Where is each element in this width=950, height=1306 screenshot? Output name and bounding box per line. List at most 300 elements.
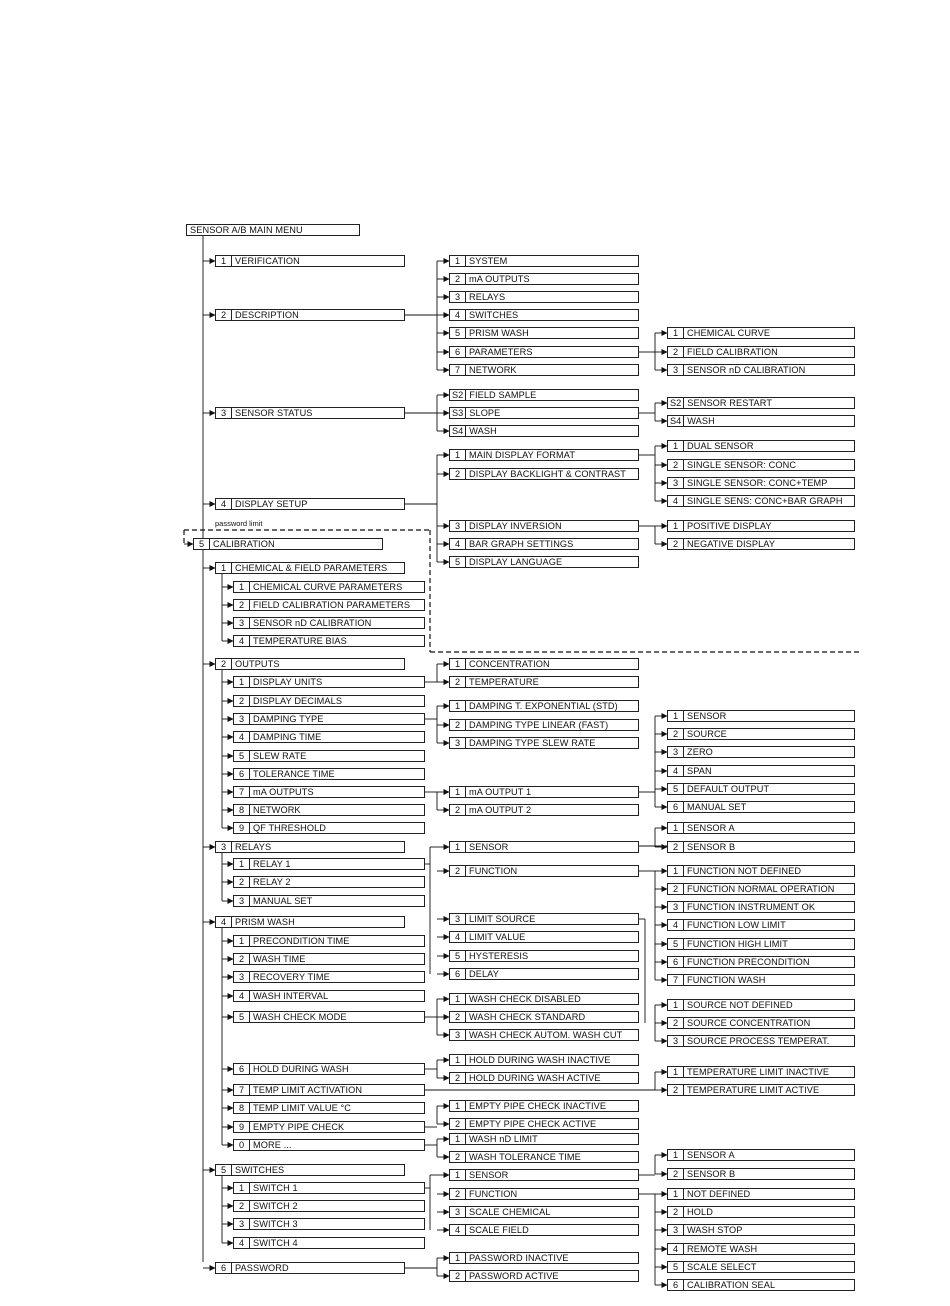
menu-item-label: NETWORK — [469, 365, 517, 375]
menu-item-label: DISPLAY SETUP — [235, 499, 308, 509]
menu-item-display-decimals[interactable] — [233, 695, 425, 707]
menu-item-password[interactable] — [215, 1262, 405, 1274]
menu-item-label: HYSTERESIS — [469, 951, 529, 961]
menu-item-number: 6 — [668, 802, 684, 812]
menu-item-sensor-restart[interactable] — [667, 397, 855, 409]
menu-item-wash-interval[interactable] — [233, 990, 425, 1002]
menu-item-label: WASH CHECK STANDARD — [469, 1012, 586, 1022]
menu-item-number: 8 — [234, 805, 250, 815]
menu-item-more[interactable] — [233, 1139, 425, 1151]
menu-item-display-inversion[interactable] — [449, 520, 639, 532]
menu-item-source-not-defined[interactable] — [667, 999, 855, 1011]
menu-item-number: 7 — [234, 1085, 250, 1095]
menu-item-single-sensor-conc-temp[interactable] — [667, 477, 855, 489]
menu-item-label: RELAY 1 — [253, 859, 291, 869]
menu-item-number: 4 — [668, 920, 684, 930]
menu-item-label: SOURCE — [687, 729, 727, 739]
menu-item-label: ZERO — [687, 747, 713, 757]
menu-item-label: FIELD CALIBRATION PARAMETERS — [253, 600, 411, 610]
menu-item-label: DESCRIPTION — [235, 310, 299, 320]
menu-item-number: 1 — [450, 1134, 466, 1144]
menu-item-network[interactable] — [233, 804, 425, 816]
menu-item-damping-time[interactable] — [233, 731, 425, 743]
menu-item-number: 1 — [668, 441, 684, 451]
menu-item-default-output[interactable] — [667, 783, 855, 795]
menu-item-wash-stop[interactable] — [667, 1224, 855, 1236]
menu-item-number: 2 — [450, 866, 466, 876]
menu-item-function-precondition[interactable] — [667, 956, 855, 968]
menu-item-label: NEGATIVE DISPLAY — [687, 539, 776, 549]
menu-item-number: 2 — [668, 1018, 684, 1028]
menu-item-damping-t-exponential-std[interactable] — [449, 700, 639, 712]
menu-item-number: 2 — [450, 1012, 466, 1022]
menu-item-label: SWITCH 3 — [253, 1219, 298, 1229]
menu-item-function-high-limit[interactable] — [667, 938, 855, 950]
menu-item-number: 5 — [234, 751, 250, 761]
menu-item-number: 1 — [234, 582, 250, 592]
menu-item-label: FUNCTION — [469, 866, 518, 876]
menu-item-label: MAIN DISPLAY FORMAT — [469, 450, 576, 460]
menu-item-hold-during-wash-inactive[interactable] — [449, 1054, 639, 1066]
menu-item-label: EMPTY PIPE CHECK — [253, 1122, 345, 1132]
menu-item-manual-set[interactable] — [667, 801, 855, 813]
menu-item-sensor-b[interactable] — [667, 841, 855, 853]
menu-item-network[interactable] — [449, 364, 639, 376]
menu-item-function[interactable] — [449, 865, 639, 877]
menu-item-temperature-limit-inactive[interactable] — [667, 1066, 855, 1078]
menu-item-prism-wash[interactable] — [449, 327, 639, 339]
menu-item-sensor-a[interactable] — [667, 1149, 855, 1161]
menu-item-label: mA OUTPUT 1 — [469, 787, 532, 797]
menu-item-number: 0 — [234, 1140, 250, 1150]
menu-item-recovery-time[interactable] — [233, 971, 425, 983]
menu-item-label: FUNCTION NORMAL OPERATION — [687, 884, 835, 894]
menu-item-wash-check-autom-wash-cut[interactable] — [449, 1029, 639, 1041]
menu-item-number: 8 — [234, 1103, 250, 1113]
menu-item-wash-tolerance-time[interactable] — [449, 1151, 639, 1163]
menu-item-number: 2 — [450, 469, 466, 479]
menu-item-source-concentration[interactable] — [667, 1017, 855, 1029]
menu-item-function-not-defined[interactable] — [667, 865, 855, 877]
menu-item-label: DAMPING TIME — [253, 732, 322, 742]
menu-item-precondition-time[interactable] — [233, 935, 425, 947]
menu-item-number: 2 — [668, 460, 684, 470]
menu-item-bar-graph-settings[interactable] — [449, 538, 639, 550]
menu-item-limit-source[interactable] — [449, 913, 639, 925]
menu-item-number: 2 — [668, 729, 684, 739]
menu-item-label: SWITCH 4 — [253, 1238, 298, 1248]
menu-item-number: 2 — [668, 1085, 684, 1095]
menu-item-number: 1 — [450, 842, 466, 852]
menu-item-number: 3 — [234, 714, 250, 724]
menu-item-number: S4 — [450, 426, 466, 436]
menu-item-number: 2 — [668, 1207, 684, 1217]
menu-item-label: DISPLAY DECIMALS — [253, 696, 343, 706]
menu-item-number: 1 — [234, 1183, 250, 1193]
menu-item-label: WASH CHECK MODE — [253, 1012, 347, 1022]
menu-item-wash-check-standard[interactable] — [449, 1011, 639, 1023]
menu-item-sensor[interactable] — [449, 1169, 639, 1181]
menu-item-zero[interactable] — [667, 746, 855, 758]
menu-item-number: 4 — [668, 496, 684, 506]
menu-item-number: 3 — [668, 478, 684, 488]
menu-item-label: PASSWORD — [235, 1263, 289, 1273]
menu-item-number: 3 — [668, 747, 684, 757]
menu-item-number: 6 — [450, 969, 466, 979]
menu-item-switch-4[interactable] — [233, 1237, 425, 1249]
menu-item-number: 3 — [216, 408, 232, 418]
menu-item-temperature-bias[interactable] — [233, 635, 425, 647]
menu-item-single-sens-conc-bar-graph[interactable] — [667, 495, 855, 507]
menu-item-number: 1 — [450, 1055, 466, 1065]
menu-item-number: 3 — [450, 521, 466, 531]
menu-item-chemical-curve[interactable] — [667, 327, 855, 339]
menu-item-empty-pipe-check-inactive[interactable] — [449, 1100, 639, 1112]
menu-item-number: S3 — [450, 408, 466, 418]
menu-item-label: DUAL SENSOR — [687, 441, 754, 451]
menu-item-number: 1 — [234, 936, 250, 946]
main-menu-title: SENSOR A/B MAIN MENU — [186, 224, 360, 236]
menu-item-number: 1 — [450, 659, 466, 669]
menu-item-scale-select[interactable] — [667, 1261, 855, 1273]
menu-item-label: SWITCH 1 — [253, 1183, 298, 1193]
menu-item-function-instrument-ok[interactable] — [667, 901, 855, 913]
menu-item-empty-pipe-check[interactable] — [233, 1121, 425, 1133]
menu-item-label: SOURCE NOT DEFINED — [687, 1000, 793, 1010]
menu-item-number: 1 — [450, 994, 466, 1004]
menu-item-number: 1 — [450, 450, 466, 460]
menu-item-chemical-field-parameters[interactable] — [215, 562, 405, 574]
menu-item-prism-wash[interactable] — [215, 916, 405, 928]
menu-item-number: 9 — [234, 1122, 250, 1132]
menu-item-label: SCALE FIELD — [469, 1225, 529, 1235]
menu-item-label: WASH TIME — [253, 954, 306, 964]
menu-item-label: SYSTEM — [469, 256, 508, 266]
menu-item-label: DISPLAY UNITS — [253, 677, 323, 687]
menu-item-switch-2[interactable] — [233, 1200, 425, 1212]
menu-item-label: SENSOR — [469, 1170, 509, 1180]
menu-item-main-display-format[interactable] — [449, 449, 639, 461]
menu-item-password-inactive[interactable] — [449, 1252, 639, 1264]
menu-item-not-defined[interactable] — [667, 1188, 855, 1200]
menu-item-number: 1 — [450, 256, 466, 266]
menu-item-label: SOURCE PROCESS TEMPERAT. — [687, 1036, 830, 1046]
menu-item-number: S2 — [450, 390, 466, 400]
menu-item-label: DEFAULT OUTPUT — [687, 784, 770, 794]
menu-item-label: FIELD SAMPLE — [469, 390, 537, 400]
menu-item-number: 4 — [234, 1238, 250, 1248]
menu-item-source[interactable] — [667, 728, 855, 740]
menu-item-label: SWITCH 2 — [253, 1201, 298, 1211]
menu-item-single-sensor-conc[interactable] — [667, 459, 855, 471]
menu-item-sensor-b[interactable] — [667, 1168, 855, 1180]
menu-item-sensor-nd-calibration[interactable] — [667, 364, 855, 376]
menu-item-field-calibration[interactable] — [667, 346, 855, 358]
menu-item-number: 2 — [450, 720, 466, 730]
menu-item-label: FUNCTION WASH — [687, 975, 766, 985]
menu-item-number: 2 — [668, 884, 684, 894]
menu-item-slope[interactable] — [449, 407, 639, 419]
menu-item-temp-limit-value-c[interactable] — [233, 1102, 425, 1114]
menu-item-number: 3 — [450, 1207, 466, 1217]
menu-item-remote-wash[interactable] — [667, 1243, 855, 1255]
menu-item-number: 6 — [234, 769, 250, 779]
menu-item-number: 2 — [216, 659, 232, 669]
menu-item-source-process-temperat[interactable] — [667, 1035, 855, 1047]
menu-item-label: SINGLE SENSOR: CONC+TEMP — [687, 478, 828, 488]
menu-item-sensor-status[interactable] — [215, 407, 405, 419]
menu-item-number: 2 — [668, 539, 684, 549]
menu-item-label: SENSOR nD CALIBRATION — [253, 618, 372, 628]
menu-item-number: 2 — [450, 677, 466, 687]
menu-item-switch-1[interactable] — [233, 1182, 425, 1194]
menu-item-number: 1 — [668, 1067, 684, 1077]
menu-item-label: SINGLE SENS: CONC+BAR GRAPH — [687, 496, 843, 506]
menu-item-ma-output-2[interactable] — [449, 804, 639, 816]
menu-item-label: TEMPERATURE — [469, 677, 539, 687]
menu-item-damping-type-linear-fast[interactable] — [449, 719, 639, 731]
menu-item-number: 1 — [668, 1000, 684, 1010]
menu-item-display-setup[interactable] — [215, 498, 405, 510]
menu-item-switch-3[interactable] — [233, 1218, 425, 1230]
menu-item-label: WASH TOLERANCE TIME — [469, 1152, 581, 1162]
menu-item-label: DAMPING T. EXPONENTIAL (STD) — [469, 701, 618, 711]
menu-item-positive-display[interactable] — [667, 520, 855, 532]
menu-item-label: SWITCHES — [469, 310, 519, 320]
menu-item-chemical-curve-parameters[interactable] — [233, 581, 425, 593]
menu-item-function-wash[interactable] — [667, 974, 855, 986]
menu-item-label: OUTPUTS — [235, 659, 280, 669]
menu-item-number: 4 — [234, 732, 250, 742]
menu-item-concentration[interactable] — [449, 658, 639, 670]
menu-item-damping-type-slew-rate[interactable] — [449, 737, 639, 749]
menu-item-number: 5 — [450, 557, 466, 567]
menu-item-system[interactable] — [449, 255, 639, 267]
menu-item-dual-sensor[interactable] — [667, 440, 855, 452]
menu-item-number: 6 — [234, 1064, 250, 1074]
menu-item-number: 2 — [668, 1169, 684, 1179]
menu-item-label: CONCENTRATION — [469, 659, 550, 669]
menu-item-number: 5 — [668, 1262, 684, 1272]
menu-item-hold[interactable] — [667, 1206, 855, 1218]
menu-item-temperature[interactable] — [449, 676, 639, 688]
menu-item-display-language[interactable] — [449, 556, 639, 568]
menu-item-qf-threshold[interactable] — [233, 822, 425, 834]
menu-item-sensor-nd-calibration[interactable] — [233, 617, 425, 629]
menu-item-span[interactable] — [667, 765, 855, 777]
menu-item-number: 1 — [450, 1101, 466, 1111]
menu-item-number: 3 — [668, 902, 684, 912]
menu-item-label: RELAY 2 — [253, 877, 291, 887]
menu-item-function-low-limit[interactable] — [667, 919, 855, 931]
menu-item-number: 6 — [668, 957, 684, 967]
menu-item-slew-rate[interactable] — [233, 750, 425, 762]
menu-item-number: 5 — [668, 939, 684, 949]
menu-item-function[interactable] — [449, 1188, 639, 1200]
menu-item-wash-time[interactable] — [233, 953, 425, 965]
menu-item-label: RELAYS — [469, 292, 506, 302]
menu-item-relay-2[interactable] — [233, 876, 425, 888]
menu-item-scale-field[interactable] — [449, 1224, 639, 1236]
menu-item-display-backlight-contrast[interactable] — [449, 468, 639, 480]
menu-item-label: SOURCE CONCENTRATION — [687, 1018, 811, 1028]
menu-item-label: TOLERANCE TIME — [253, 769, 335, 779]
menu-item-ma-outputs[interactable] — [449, 273, 639, 285]
menu-item-number: 4 — [668, 1244, 684, 1254]
menu-item-wash[interactable] — [667, 415, 855, 427]
menu-item-label: WASH STOP — [687, 1225, 743, 1235]
menu-item-number: 2 — [668, 347, 684, 357]
menu-item-number: 3 — [450, 738, 466, 748]
menu-item-empty-pipe-check-active[interactable] — [449, 1118, 639, 1130]
menu-item-number: S4 — [668, 416, 684, 426]
menu-item-label: VERIFICATION — [235, 256, 300, 266]
menu-item-number: 4 — [450, 539, 466, 549]
menu-item-label: NOT DEFINED — [687, 1189, 751, 1199]
menu-item-parameters[interactable] — [449, 346, 639, 358]
menu-item-label: SPAN — [687, 766, 712, 776]
menu-item-wash-nd-limit[interactable] — [449, 1133, 639, 1145]
menu-item-number: 5 — [194, 539, 210, 549]
menu-item-number: 5 — [450, 328, 466, 338]
menu-item-number: 1 — [668, 711, 684, 721]
menu-item-sensor-a[interactable] — [667, 822, 855, 834]
menu-item-label: CHEMICAL CURVE PARAMETERS — [253, 582, 403, 592]
menu-item-label: SENSOR B — [687, 1169, 736, 1179]
menu-item-number: 2 — [234, 600, 250, 610]
menu-item-number: 1 — [450, 1170, 466, 1180]
menu-item-label: WASH — [687, 416, 715, 426]
menu-item-label: mA OUTPUTS — [469, 274, 530, 284]
menu-item-outputs[interactable] — [215, 658, 405, 670]
menu-item-number: 3 — [234, 618, 250, 628]
menu-item-number: 5 — [234, 1012, 250, 1022]
menu-item-number: 1 — [234, 677, 250, 687]
menu-item-label: FUNCTION PRECONDITION — [687, 957, 810, 967]
menu-item-number: 2 — [450, 805, 466, 815]
menu-item-label: TEMP LIMIT VALUE °C — [253, 1103, 351, 1113]
menu-item-number: 7 — [668, 975, 684, 985]
menu-item-number: 1 — [668, 521, 684, 531]
menu-item-label: DISPLAY LANGUAGE — [469, 557, 563, 567]
menu-item-number: 2 — [450, 1271, 466, 1281]
menu-item-hold-during-wash-active[interactable] — [449, 1072, 639, 1084]
menu-item-number: 1 — [234, 859, 250, 869]
menu-item-relay-1[interactable] — [233, 858, 425, 870]
menu-item-label: LIMIT SOURCE — [469, 914, 536, 924]
menu-item-number: 2 — [234, 696, 250, 706]
menu-item-sensor[interactable] — [667, 710, 855, 722]
menu-item-relays[interactable] — [215, 841, 405, 853]
menu-item-switches[interactable] — [215, 1164, 405, 1176]
menu-item-label: SWITCHES — [235, 1165, 285, 1175]
menu-item-scale-chemical[interactable] — [449, 1206, 639, 1218]
menu-item-hysteresis[interactable] — [449, 950, 639, 962]
menu-item-number: 3 — [234, 972, 250, 982]
menu-item-number: 3 — [668, 365, 684, 375]
menu-item-number: 2 — [234, 954, 250, 964]
menu-item-temperature-limit-active[interactable] — [667, 1084, 855, 1096]
menu-item-number: 2 — [450, 274, 466, 284]
menu-item-wash[interactable] — [449, 425, 639, 437]
menu-item-field-sample[interactable] — [449, 389, 639, 401]
menu-item-number: 1 — [668, 328, 684, 338]
menu-item-number: 7 — [234, 787, 250, 797]
menu-item-label: FUNCTION INSTRUMENT OK — [687, 902, 816, 912]
menu-item-number: 4 — [234, 636, 250, 646]
menu-item-number: 2 — [216, 310, 232, 320]
menu-item-label: PASSWORD ACTIVE — [469, 1271, 559, 1281]
menu-item-number: 6 — [668, 1280, 684, 1290]
menu-item-password-active[interactable] — [449, 1270, 639, 1282]
menu-item-function-normal-operation[interactable] — [667, 883, 855, 895]
menu-item-label: WASH INTERVAL — [253, 991, 329, 1001]
menu-item-label: PASSWORD INACTIVE — [469, 1253, 569, 1263]
password-limit-label: password limit — [215, 519, 263, 528]
menu-item-label: FUNCTION NOT DEFINED — [687, 866, 802, 876]
menu-item-label: SENSOR A — [687, 1150, 735, 1160]
menu-item-label: mA OUTPUT 2 — [469, 805, 532, 815]
menu-item-hold-during-wash[interactable] — [233, 1063, 425, 1075]
menu-item-negative-display[interactable] — [667, 538, 855, 550]
menu-item-number: 1 — [450, 701, 466, 711]
menu-item-number: 1 — [668, 1189, 684, 1199]
menu-item-ma-outputs[interactable] — [233, 786, 425, 798]
menu-item-number: 5 — [668, 784, 684, 794]
menu-item-number: 4 — [450, 932, 466, 942]
menu-item-label: EMPTY PIPE CHECK ACTIVE — [469, 1119, 597, 1129]
menu-item-manual-set[interactable] — [233, 895, 425, 907]
menu-item-delay[interactable] — [449, 968, 639, 980]
menu-item-calibration[interactable] — [193, 538, 383, 550]
menu-item-calibration-seal[interactable] — [667, 1279, 855, 1291]
menu-item-number: 2 — [450, 1152, 466, 1162]
menu-item-label: HOLD DURING WASH — [253, 1064, 349, 1074]
menu-item-switches[interactable] — [449, 309, 639, 321]
menu-item-label: FUNCTION HIGH LIMIT — [687, 939, 788, 949]
menu-item-number: 1 — [450, 1253, 466, 1263]
menu-item-display-units[interactable] — [233, 676, 425, 688]
menu-item-damping-type[interactable] — [233, 713, 425, 725]
menu-item-number: 6 — [450, 347, 466, 357]
menu-item-number: 1 — [668, 866, 684, 876]
menu-item-number: 2 — [234, 1201, 250, 1211]
menu-item-label: HOLD — [687, 1207, 713, 1217]
menu-item-verification[interactable] — [215, 255, 405, 267]
menu-item-number: S2 — [668, 398, 684, 408]
menu-item-label: MANUAL SET — [687, 802, 747, 812]
menu-item-temp-limit-activation[interactable] — [233, 1084, 425, 1096]
menu-item-label: PRECONDITION TIME — [253, 936, 350, 946]
menu-item-field-calibration-parameters[interactable] — [233, 599, 425, 611]
menu-item-tolerance-time[interactable] — [233, 768, 425, 780]
menu-item-wash-check-disabled[interactable] — [449, 993, 639, 1005]
menu-item-description[interactable] — [215, 309, 405, 321]
menu-item-label: REMOTE WASH — [687, 1244, 758, 1254]
menu-item-relays[interactable] — [449, 291, 639, 303]
menu-item-ma-output-1[interactable] — [449, 786, 639, 798]
menu-item-wash-check-mode[interactable] — [233, 1011, 425, 1023]
menu-item-label: SINGLE SENSOR: CONC — [687, 460, 797, 470]
menu-item-label: MANUAL SET — [253, 896, 313, 906]
menu-item-label: FIELD CALIBRATION — [687, 347, 778, 357]
menu-item-label: SENSOR — [687, 711, 727, 721]
menu-item-label: SLEW RATE — [253, 751, 307, 761]
menu-item-number: 4 — [216, 917, 232, 927]
menu-item-limit-value[interactable] — [449, 931, 639, 943]
menu-item-number: 4 — [234, 991, 250, 1001]
menu-item-sensor[interactable] — [449, 841, 639, 853]
